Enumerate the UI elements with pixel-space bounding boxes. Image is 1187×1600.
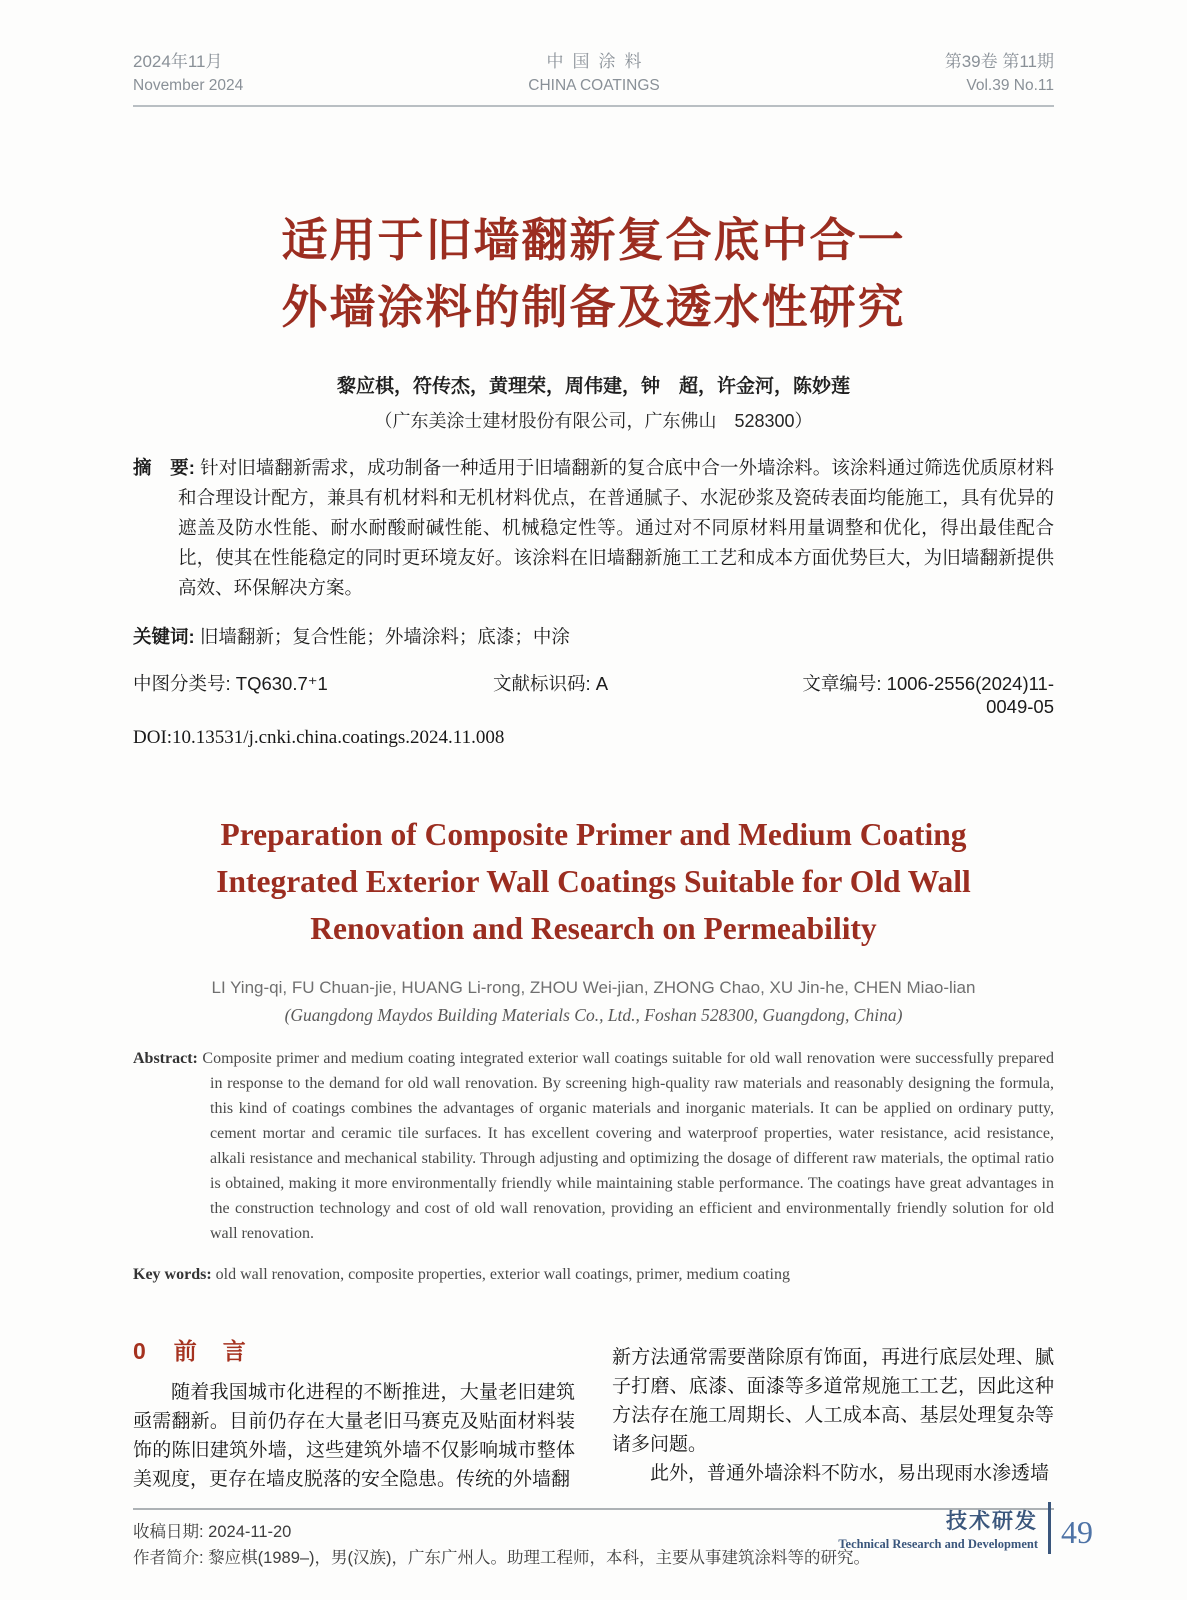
keywords-en bbox=[133, 1262, 1054, 1287]
keywords-cn-label: 关键词: bbox=[133, 625, 200, 647]
article-title-cn-line2: 外墙涂料的制备及透水性研究 bbox=[281, 281, 906, 333]
column-left bbox=[133, 1333, 575, 1494]
received-date-label: 收稿日期: bbox=[133, 1523, 209, 1542]
keywords-en-label: Key words: bbox=[133, 1266, 216, 1284]
journal-name-cn: 中国涂料 bbox=[546, 52, 651, 71]
abstract-cn-text: 针对旧墙翻新需求，成功制备一种适用于旧墙翻新的复合底中合一外墙涂料。该涂料通过筛选优质原材料和合理设计配方，兼具有机材料和无机材料优点，在普通腻子、水泥砂浆及瓷砖表面均能施工，具有优异的遮盖及防水性能、耐水耐酸耐碱性能、机械稳定性等。通过对不同原材料用量调整和优化，得出最佳配合比，使其在性能稳定的同时更环境友好。该涂料在旧墙翻新施工工艺和成本方面优势巨大，为旧墙翻新提供高效、环保解决方案。 bbox=[178, 457, 1054, 598]
received-date-value: 2024-11-20 bbox=[208, 1523, 292, 1542]
document-code-value: A bbox=[595, 673, 609, 694]
article-title-cn-line1: 适用于旧墙翻新复合底中合一 bbox=[281, 214, 906, 266]
keywords-en-text: old wall renovation, composite properties, exterior wall coatings, primer, medium coating bbox=[215, 1266, 790, 1284]
article-title-en-line1: Preparation of Composite Primer and Medium Coating bbox=[220, 817, 967, 852]
journal-name-en: CHINA COATINGS bbox=[528, 77, 660, 94]
page-content bbox=[133, 0, 1054, 1571]
affiliation-cn: （广东美涂士建材股份有限公司，广东佛山 528300） bbox=[374, 411, 813, 431]
article-id bbox=[778, 670, 1054, 718]
author-bio-label: 作者简介: bbox=[133, 1549, 209, 1568]
article-title-en-line2: Integrated Exterior Wall Coatings Suitable for Old Wall bbox=[216, 864, 971, 899]
keywords-cn-text: 旧墙翻新；复合性能；外墙涂料；底漆；中涂 bbox=[199, 625, 570, 647]
running-head-volume bbox=[945, 50, 1054, 98]
article-title-en bbox=[133, 811, 1054, 952]
document-code bbox=[493, 670, 778, 718]
article-id-label: 文章编号: bbox=[802, 673, 887, 694]
authors-cn: 黎应棋，符传杰，黄理荣，周伟建，钟 超，许金河，陈妙莲 bbox=[336, 376, 850, 397]
classification-row bbox=[133, 670, 1054, 718]
column-right bbox=[612, 1333, 1054, 1494]
running-head-journal bbox=[528, 50, 659, 98]
intro-paragraph-left: 随着我国城市化进程的不断推进，大量老旧建筑亟需翻新。目前仍存在大量老旧马赛克及贴面材料装饰的陈旧建筑外墙，这些建筑外墙不仅影响城市整体美观度，更存在墙皮脱落的安全隐患。传统的外墙翻 bbox=[133, 1382, 575, 1491]
page-number: 49 bbox=[1061, 1513, 1093, 1550]
abstract-en-text: Composite primer and medium coating integrated exterior wall coatings suitable for old wall renovation were successfully prepared in response to the demand for old wall renovation. By screening high-quality raw materials and reasonably designing the formula, this kind of coatings combines the advantages of organic materials and inorganic materials. It can be applied on ordinary putty, cement mortar and ceramic tile surfaces. It has excellent covering and waterproof properties, water resistance, acid resistance, alkali resistance and mechanical stability. Through adjusting and optimizing the dosage of different raw materials, the optimal ratio is obtained, making it more environmentally friendly while maintaining stable performance. The coatings have great advantages in the construction technology and cost of old wall renovation, providing an efficient and environmentally friendly solution for old wall renovation. bbox=[202, 1050, 1054, 1243]
author-bio-value: 黎应棋(1989–)，男(汉族)，广东广州人。助理工程师，本科，主要从事建筑涂料等的研究。 bbox=[208, 1549, 871, 1568]
running-head-date bbox=[133, 50, 243, 98]
category-en: Technical Research and Development bbox=[838, 1536, 1038, 1551]
section-title: 前言 bbox=[173, 1338, 272, 1365]
affiliation-en: (Guangdong Maydos Building Materials Co., Ltd., Foshan 528300, Guangdong, China) bbox=[284, 1005, 903, 1026]
keywords-cn bbox=[133, 622, 1054, 652]
abstract-cn bbox=[133, 453, 1054, 603]
clc-number bbox=[133, 670, 493, 718]
body-columns bbox=[133, 1333, 1054, 1494]
article-title-en-line3: Renovation and Research on Permeability bbox=[310, 911, 877, 946]
clc-label: 中图分类号: bbox=[133, 673, 236, 694]
intro-paragraph-continuation: 新方法通常需要凿除原有饰面，再进行底层处理、腻子打磨、底漆、面漆等多道常规施工工艺，因此这种方法存在施工周期长、人工成本高、基层处理复杂等诸多问题。 bbox=[612, 1347, 1054, 1456]
article-title-cn bbox=[133, 207, 1054, 341]
running-head bbox=[133, 0, 1054, 98]
page-folio bbox=[838, 1502, 1093, 1554]
abstract-cn-label: 摘 要: bbox=[133, 457, 201, 478]
volume-issue-en: Vol.39 No.11 bbox=[966, 77, 1054, 94]
header-divider bbox=[133, 105, 1054, 107]
issue-date-en: November 2024 bbox=[133, 77, 244, 94]
column-category bbox=[838, 1505, 1048, 1552]
clc-value: TQ630.7⁺1 bbox=[235, 673, 328, 694]
abstract-en-label: Abstract: bbox=[133, 1050, 203, 1068]
category-cn: 技术研发 bbox=[946, 1509, 1038, 1533]
section-number: 0 bbox=[133, 1338, 146, 1365]
abstract-en bbox=[133, 1046, 1054, 1246]
volume-issue-cn: 第39卷 第11期 bbox=[944, 52, 1054, 71]
intro-paragraph-2: 此外，普通外墙涂料不防水，易出现雨水渗透墙 bbox=[650, 1463, 1050, 1485]
issue-date-cn: 2024年11月 bbox=[133, 52, 223, 71]
document-code-label: 文献标识码: bbox=[493, 673, 596, 694]
section-heading-intro bbox=[133, 1333, 575, 1366]
authors-en: LI Ying-qi, FU Chuan-jie, HUANG Li-rong, ZHOU Wei-jian, ZHONG Chao, XU Jin-he, CHEN Miao-lian bbox=[211, 978, 976, 998]
doi: DOI:10.13531/j.cnki.china.coatings.2024.11.008 bbox=[133, 727, 505, 748]
article-id-value: 1006-2556(2024)11-0049-05 bbox=[886, 673, 1054, 717]
